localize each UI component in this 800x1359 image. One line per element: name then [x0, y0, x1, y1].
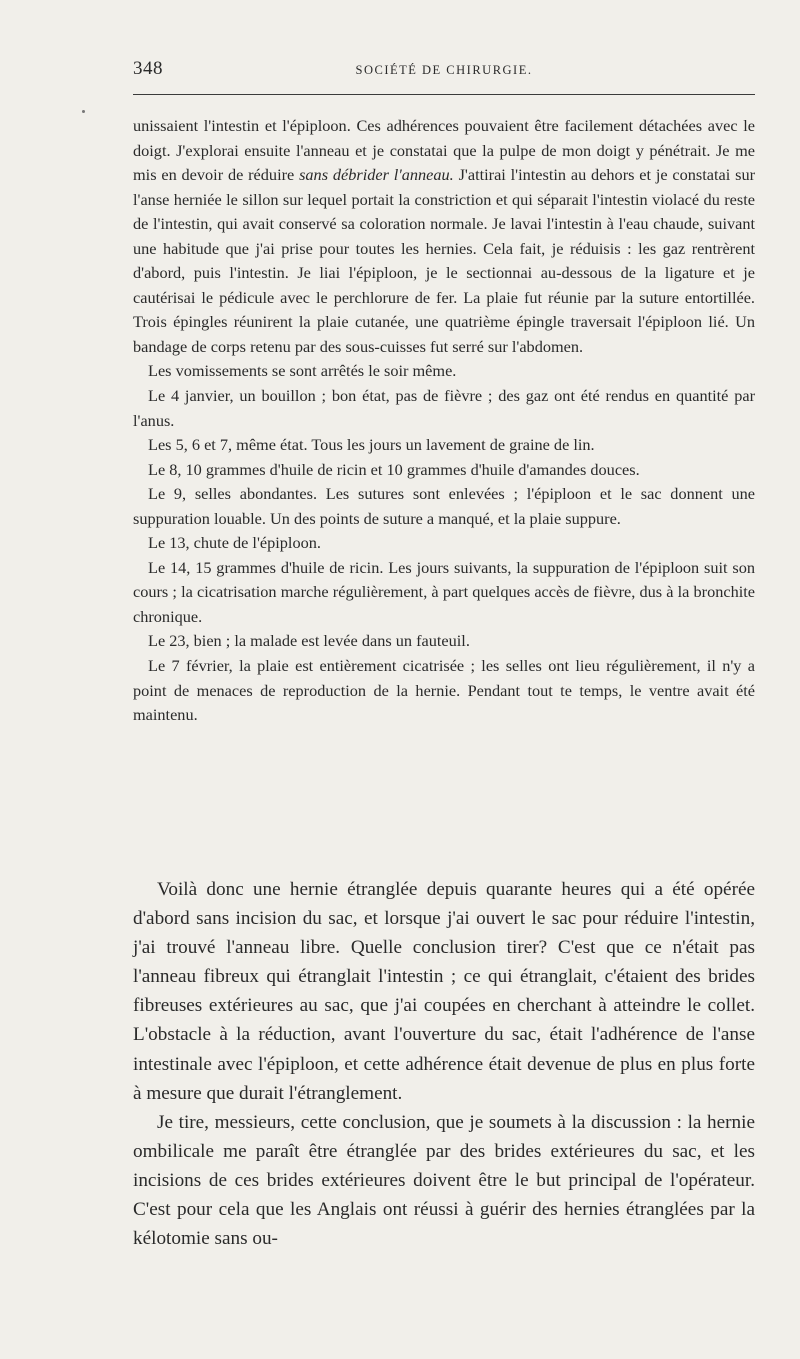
discussion — [133, 875, 755, 1253]
page-number: 348 — [133, 58, 163, 79]
case-italic-text: sans débrider l'anneau. — [299, 165, 454, 185]
case-paragraph: Le 7 février, la plaie est entièrement cicatrisée ; les selles ont lieu régulièrement, il n'y a point de menaces de reproduction de la hernie. Pendant tout te temps, le ventre avait été maintenu. — [133, 656, 755, 725]
case-paragraph: Les 5, 6 et 7, même état. Tous les jours un lavement de graine de lin. — [148, 435, 595, 455]
case-paragraph: Le 13, chute de l'épiploon. — [148, 533, 321, 553]
case-paragraph: Les vomissements se sont arrêtés le soir même. — [148, 361, 457, 381]
margin-speck — [82, 110, 85, 113]
case-paragraph: Le 14, 15 grammes d'huile de ricin. Les jours suivants, la suppuration de l'épiploon suit son cours ; la cicatrisation marche régulièrement, à part quelques accès de fièvre, dus à la bronchite chronique. — [133, 557, 755, 626]
case-paragraph: Le 4 janvier, un bouillon ; bon état, pas de fièvre ; des gaz ont été rendus en quantité par l'anus. — [133, 386, 755, 430]
case-text: J'attirai l'intestin au dehors et je constatai sur l'anse herniée le sillon sur lequel portait la constriction et qui séparait l'intestin violacé du reste de l'intestin, qui avait conservé sa coloration normale. Je lavai l'intestin à l'eau chaude, suivant une habitude que j'ai prise pour toutes les hernies. Cela fait, je réduisis : les gaz rentrèrent d'abord, puis l'intestin. Je liai l'épiploon, je le sectionnai au-dessous de la ligature et je cautérisai le pédicule avec le perchlorure de fer. La plaie fut réunie par la suture entortillée. Trois épingles réunirent la plaie cutanée, une quatrième épingle traversait l'épiploon lié. Un bandage de corps retenu par des sous-cuisses fut serré sur l'abdomen. — [133, 165, 756, 356]
page-header — [133, 58, 755, 88]
running-head: SOCIÉTÉ DE CHIRURGIE. — [355, 63, 533, 77]
discussion-paragraph: Voilà donc une hernie étranglée depuis quarante heures qui a été opérée d'abord sans incision du sac, et lorsque j'ai ouvert le sac pour réduire l'intestin, j'ai trouvé l'anneau libre. Quelle conclusion tirer? C'est que ce n'était pas l'anneau fibreux qui étranglait l'intestin ; ce qui étranglait, c'étaient des brides fibreuses extérieures au sac, que j'ai coupées en cherchant à atteindre le collet. L'obstacle à la réduction, avant l'ouverture du sac, était l'adhérence de l'anse intestinale avec l'épiploon, et cette adhérence était devenue de plus en plus forte à mesure que durait l'étranglement. — [133, 879, 755, 1104]
discussion-paragraph: Je tire, messieurs, cette conclusion, que je soumets à la discussion : la hernie ombilicale me paraît être étranglée par des brides extérieures du sac, et les incisions de ces brides extérieures doivent être le but principal de l'opérateur. C'est pour cela que les Anglais ont réussi à guérir des hernies étranglées par la kélotomie sans ou- — [133, 1111, 755, 1250]
header-rule — [133, 94, 755, 95]
case-paragraph: Le 9, selles abondantes. Les sutures sont enlevées ; l'épiploon et le sac donnent une suppuration louable. Un des points de suture a manqué, et la plaie suppure. — [133, 484, 755, 528]
case-paragraph — [133, 114, 755, 359]
case-text: unissaient l'intestin et l'épiploon. Ces adhérences pouvaient être facilement détachées avec le doigt. J'explorai ensuite l'anneau et je constatai que la pulpe de mon doigt y pénétrait. Je me mis en devoir de réduire — [133, 116, 755, 185]
case-paragraph: Le 8, 10 grammes d'huile de ricin et 10 grammes d'huile d'amandes douces. — [148, 459, 640, 479]
case-report — [133, 114, 755, 728]
case-paragraph: Le 23, bien ; la malade est levée dans un fauteuil. — [148, 631, 470, 651]
